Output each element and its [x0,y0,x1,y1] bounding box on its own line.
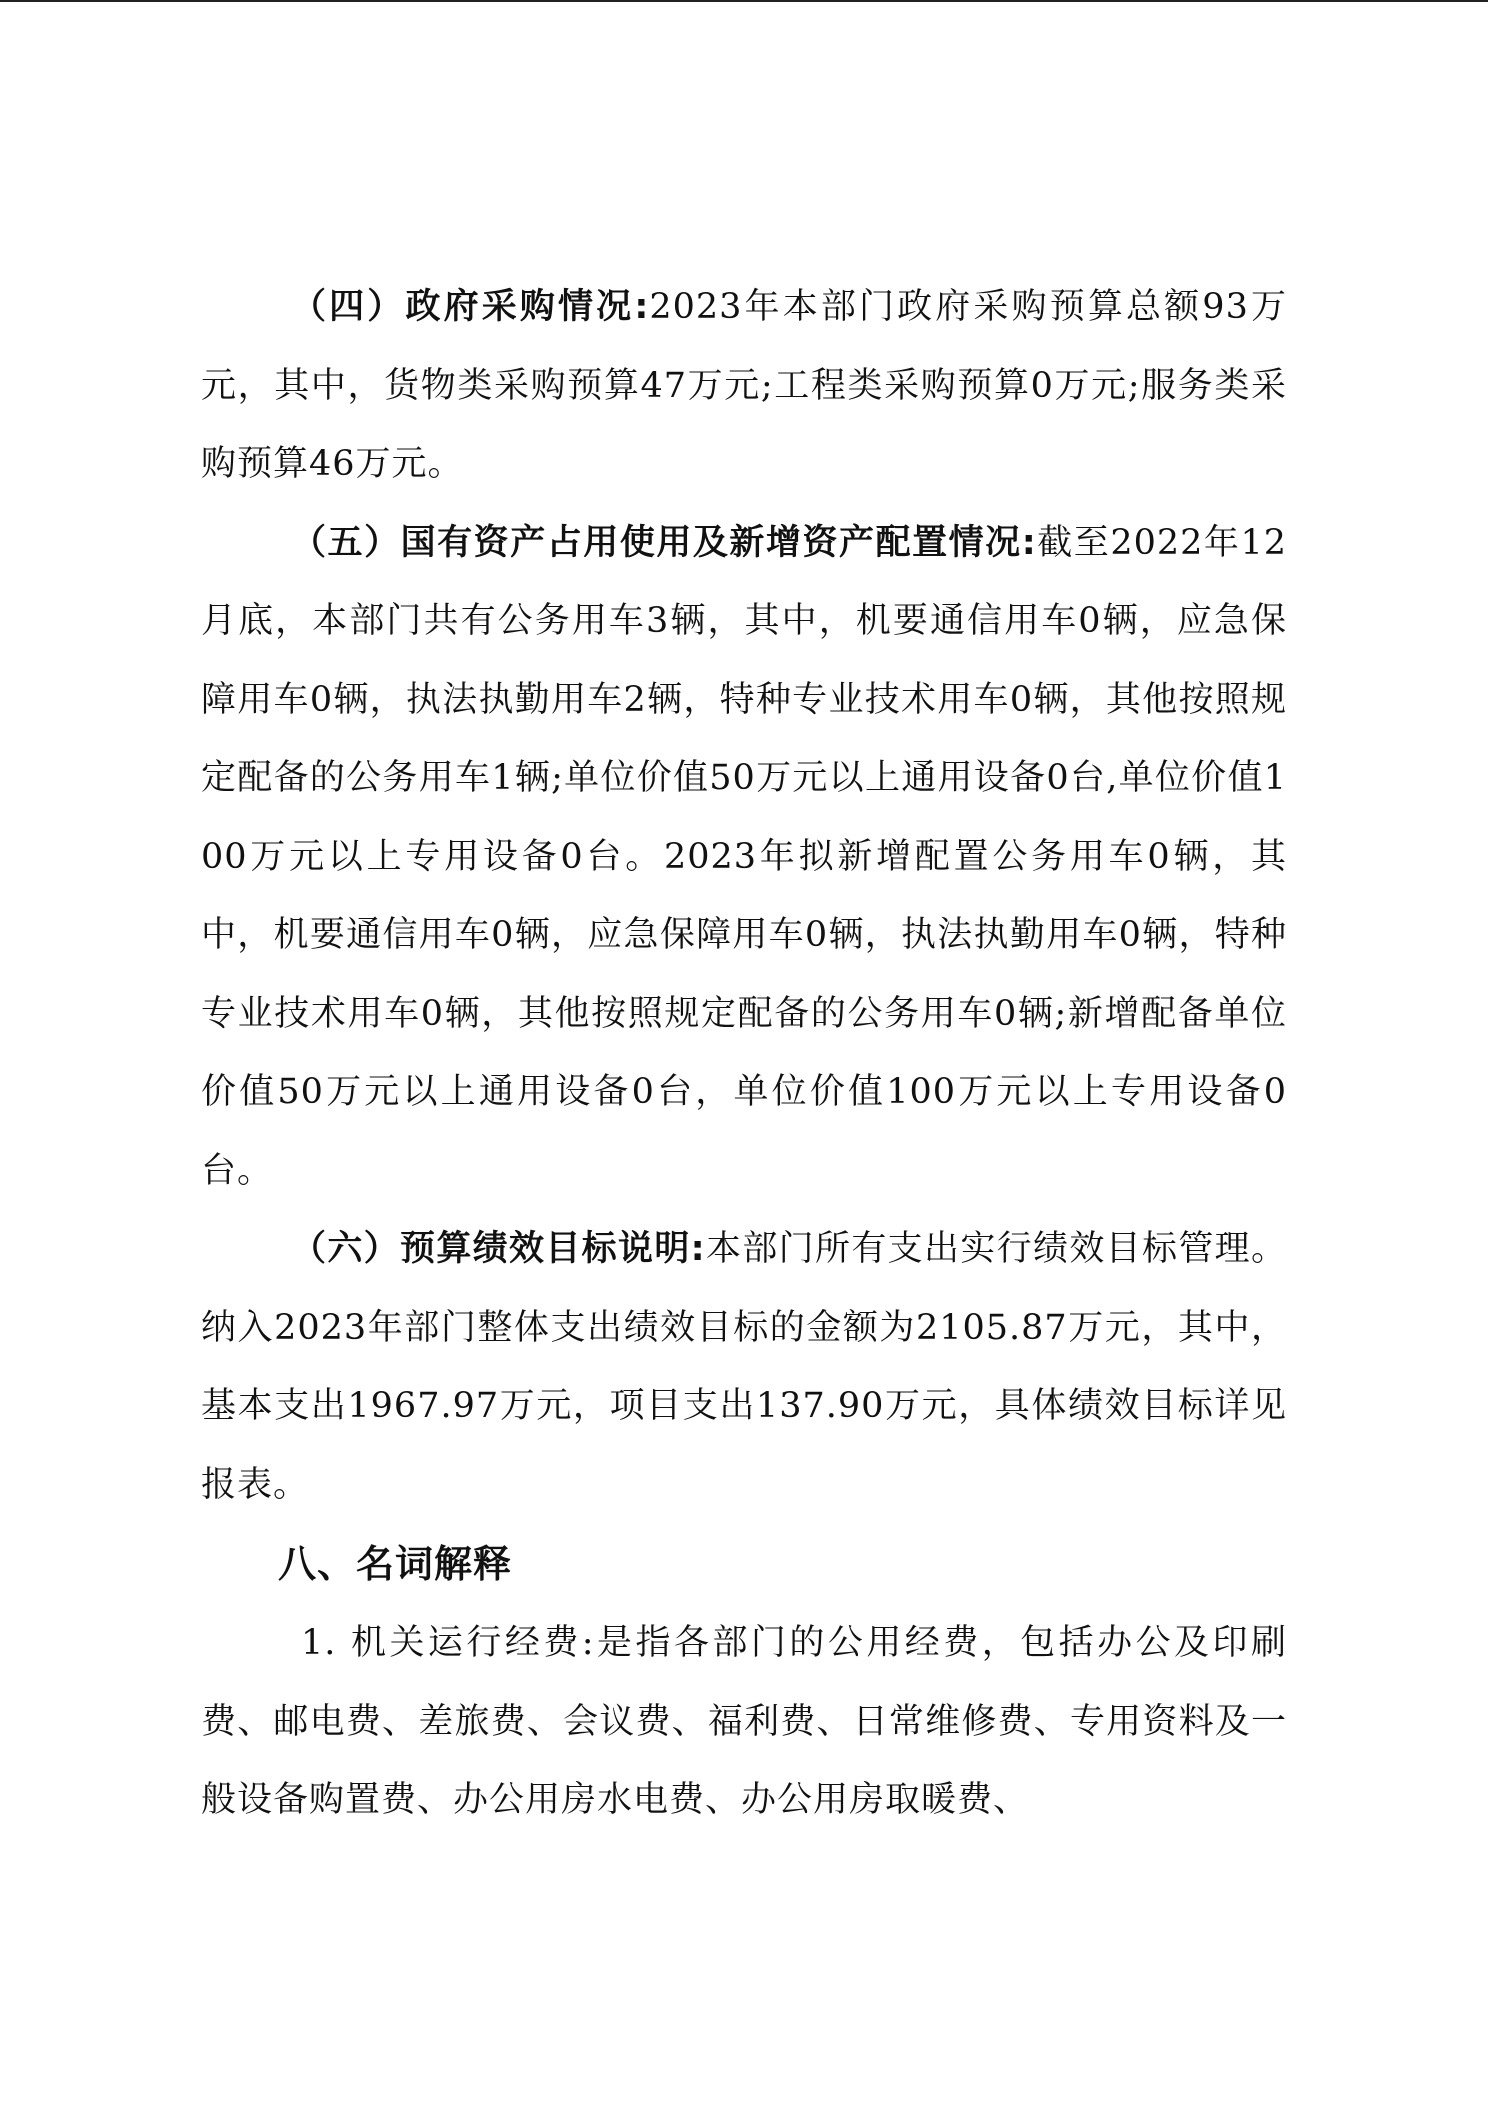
section-state-assets [201,504,1287,1211]
section-performance-goals [201,1210,1287,1524]
document-page [201,268,1287,1840]
section-government-procurement [201,268,1287,504]
glossary-heading: 八、名词解释 [278,1542,513,1586]
section-lead: （四）政府采购情况: [291,287,650,327]
section-body: 截至2022年12月底，本部门共有公务用车3辆，其中，机要通信用车0辆，应急保障用车0辆，执法执勤用车2辆，特种专业技术用车0辆，其他按照规定配备的公务用车1辆;单位价值50万元以上通用设备0台,单位价值100万元以上专用设备0台。2023年拟新增配置公务用车0辆，其中，机要通信用车0辆，应急保障用车0辆，执法执勤用车0辆，特种专业技术用车0辆，其他按照规定配备的公务用车0辆;新增配备单位价值50万元以上通用设备0台，单位价值100万元以上专用设备0台。 [201,522,1288,1191]
section-lead: （六）预算绩效目标说明: [291,1229,706,1269]
section-body: 本部门所有支出实行绩效目标管理。纳入2023年部门整体支出绩效目标的金额为2105.87万元，其中，基本支出1967.97万元，项目支出137.90万元，具体绩效目标详见报表。 [201,1229,1287,1505]
top-border-line [0,0,1488,2]
section-body: 2023年本部门政府采购预算总额93万元，其中，货物类采购预算47万元;工程类采购预算0万元;服务类采购预算46万元。 [201,287,1287,484]
section-lead: （五）国有资产占用使用及新增资产配置情况: [291,522,1037,563]
glossary-term-1: 1. 机关运行经费:是指各部门的公用经费，包括办公及印刷费、邮电费、差旅费、会议费、福利费、日常维修费、专用资料及一般设备购置费、办公用房水电费、办公用房取暖费、 [201,1623,1287,1820]
